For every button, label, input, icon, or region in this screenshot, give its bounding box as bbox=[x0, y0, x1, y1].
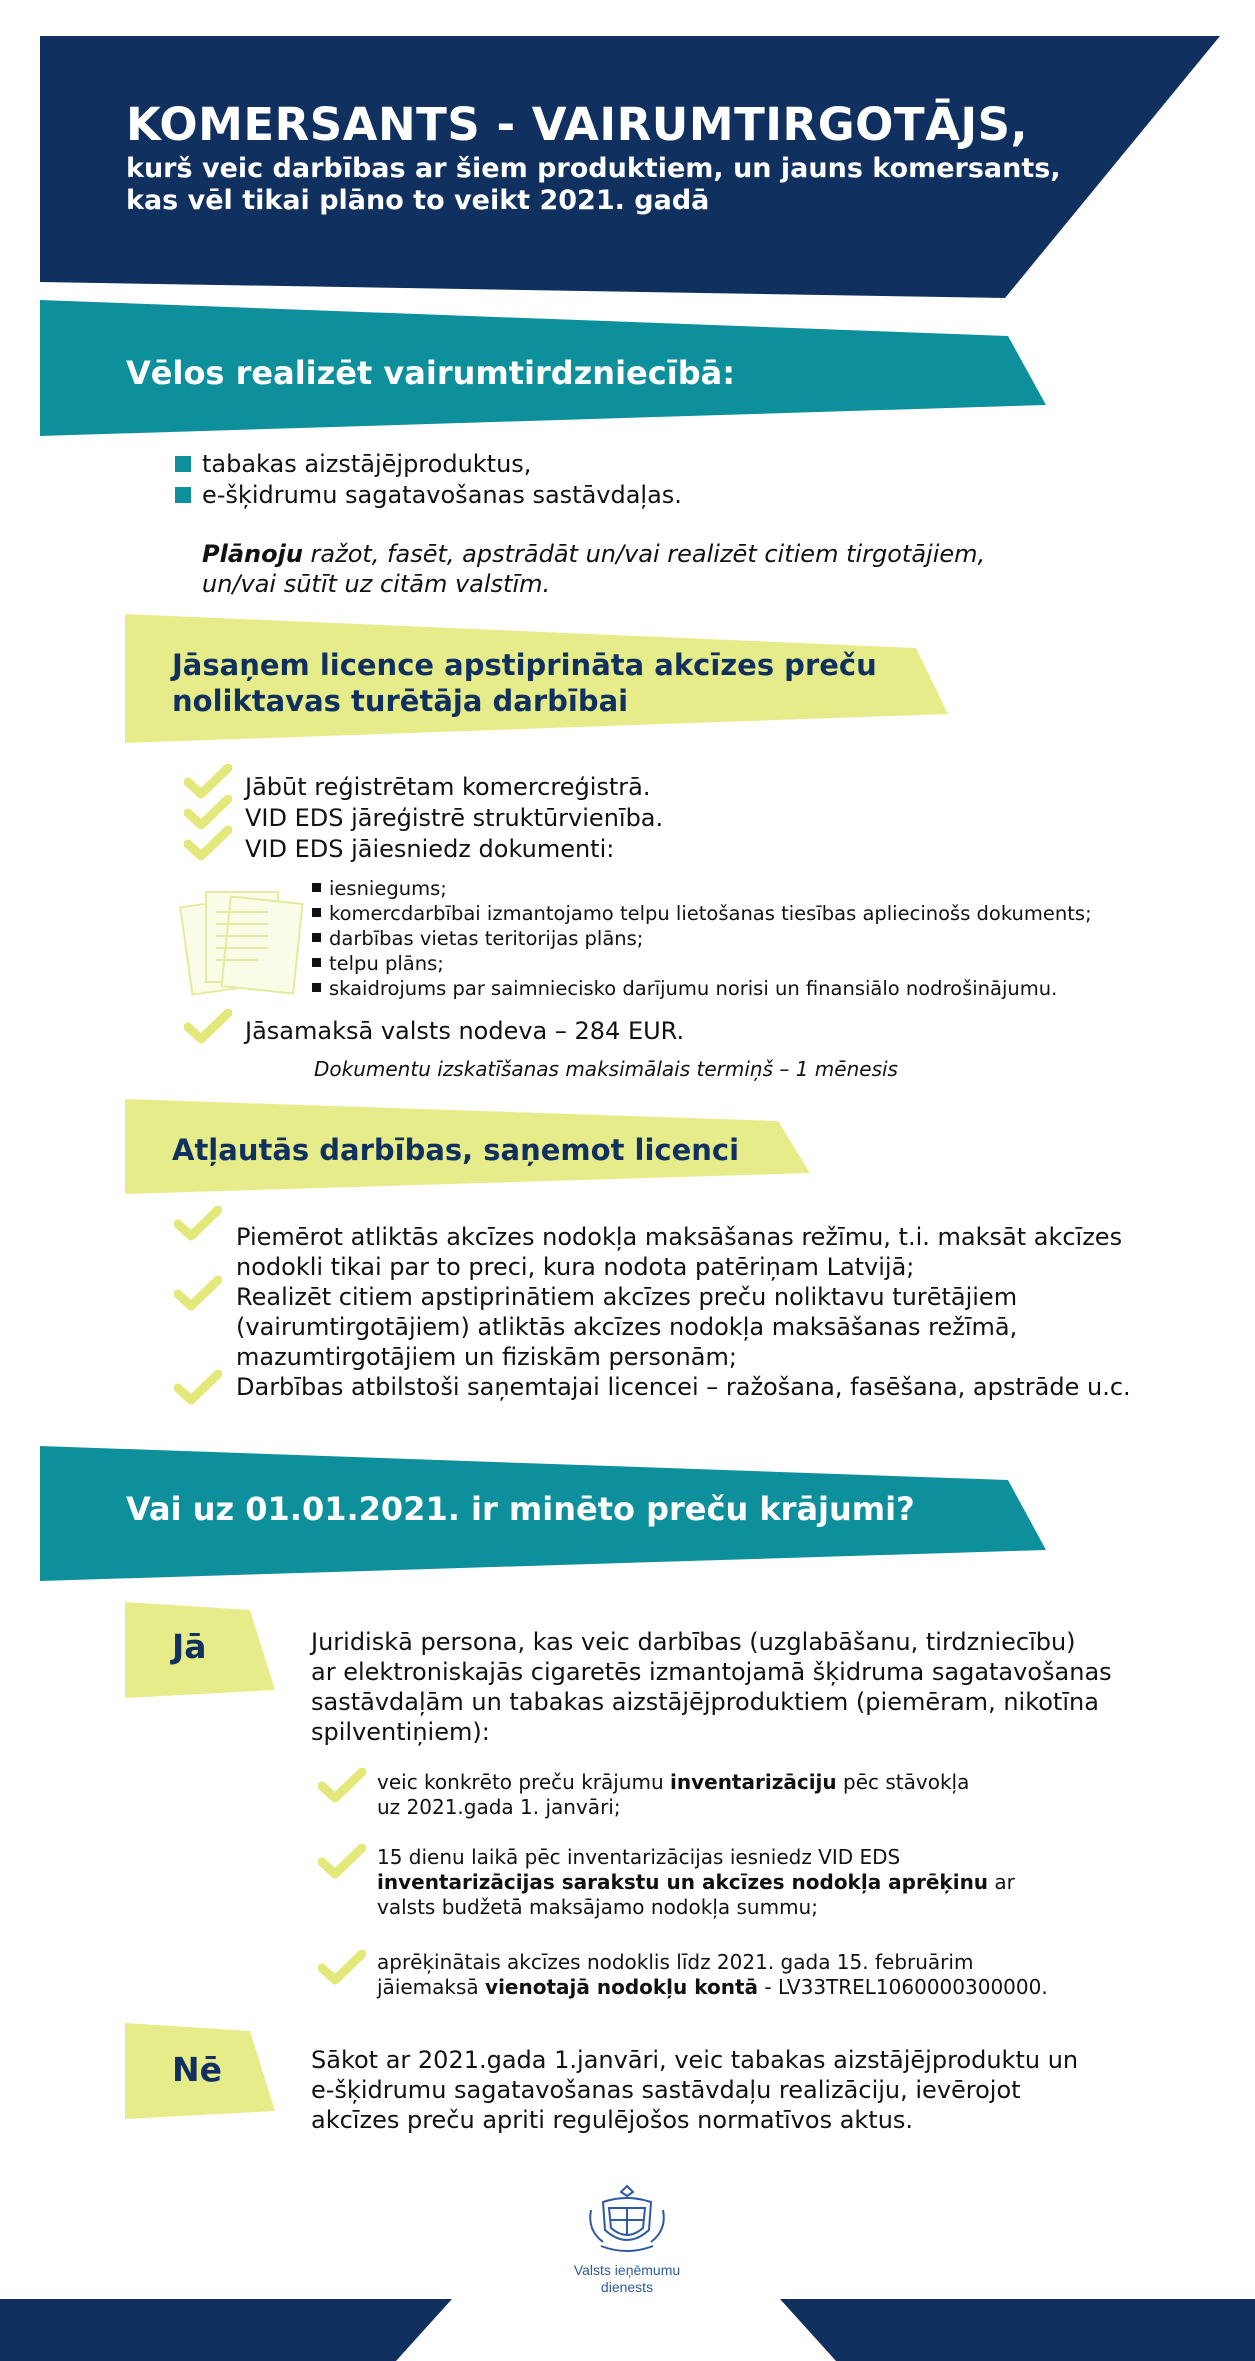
check-icon bbox=[318, 1768, 366, 1804]
no-text-line: akcīzes preču apriti regulējošos normatīvos aktus. bbox=[311, 2106, 914, 2134]
step2-line2 bbox=[377, 1870, 1015, 1895]
document-item-text: skaidrojums par saimniecisko darījumu norisi un finansiālo nodrošinājumu. bbox=[329, 977, 1058, 1000]
step2-text: ar bbox=[988, 1870, 1015, 1894]
wholesale-banner bbox=[0, 300, 1255, 440]
allowed-item1-line1: Piemērot atliktās akcīzes nodokļa maksāšanas režīmu, t.i. maksāt akcīzes bbox=[236, 1223, 1123, 1251]
check-icon bbox=[174, 1370, 222, 1406]
check-icon bbox=[174, 1206, 222, 1242]
yes-text-line: spilventiņiem): bbox=[311, 1718, 490, 1746]
stock-title: Vai uz 01.01.2021. ir minēto preču krājumi? bbox=[126, 1490, 915, 1528]
footer-bars bbox=[0, 2299, 1255, 2361]
wholesale-item: tabakas aizstājējproduktus, bbox=[202, 450, 532, 478]
step2-line1: 15 dienu laikā pēc inventarizācijas iesniedz VID EDS bbox=[377, 1845, 901, 1869]
step1-bold: inventarizāciju bbox=[670, 1770, 837, 1794]
document-item bbox=[312, 951, 1092, 976]
square-bullet-icon bbox=[312, 983, 321, 992]
step3-text: jāiemaksā bbox=[377, 1975, 486, 1999]
check-icon bbox=[318, 1844, 366, 1880]
allowed-item1-line2: nodokli tikai par to preci, kura nodota patēriņam Latvijā; bbox=[236, 1253, 915, 1281]
document-item-text: komercdarbībai izmantojamo telpu lietošanas tiesības apliecinošs dokuments; bbox=[329, 902, 1092, 925]
license-check: VID EDS jāiesniedz dokumenti: bbox=[245, 835, 615, 863]
header-banner bbox=[0, 0, 1255, 310]
license-banner bbox=[0, 610, 1255, 750]
coat-of-arms-logo bbox=[583, 2180, 671, 2260]
step3-line2 bbox=[377, 1975, 1048, 2000]
logo-text bbox=[552, 2262, 702, 2296]
check-icon bbox=[174, 1276, 222, 1312]
square-bullet-icon bbox=[312, 933, 321, 942]
license-check: VID EDS jāreģistrē struktūrvienība. bbox=[245, 804, 664, 832]
page-subtitle-line2: kas vēl tikai plāno to veikt 2021. gadā bbox=[126, 185, 710, 216]
plan-line2: un/vai sūtīt uz citām valstīm. bbox=[202, 570, 551, 598]
plan-text: ražot, fasēt, apstrādāt un/vai realizēt citiem tirgotājiem, bbox=[302, 540, 986, 568]
wholesale-item: e-šķidrumu sagatavošanas sastāvdaļas. bbox=[202, 481, 682, 509]
document-item bbox=[312, 876, 1092, 901]
check-icon bbox=[184, 1009, 232, 1045]
stock-banner bbox=[0, 1440, 1255, 1585]
yes-text-line: Juridiskā persona, kas veic darbības (uzglabāšanu, tirdzniecību) bbox=[311, 1628, 1076, 1656]
state-fee: Jāsamaksā valsts nodeva – 284 EUR. bbox=[245, 1017, 685, 1045]
step1-text: veic konkrēto preču krājumu bbox=[377, 1770, 670, 1794]
step3-text: - LV33TREL1060000300000. bbox=[758, 1975, 1048, 1999]
allowed-item2-line2: (vairumtirgotājiem) atliktās akcīzes nodokļa maksāšanas režīmā, bbox=[236, 1313, 1018, 1341]
license-title-line2: noliktavas turētāja darbībai bbox=[172, 684, 629, 718]
step1-line2: uz 2021.gada 1. janvāri; bbox=[377, 1795, 621, 1819]
document-item bbox=[312, 976, 1092, 1001]
step1-text: pēc stāvokļa bbox=[836, 1770, 970, 1794]
document-item-text: iesniegums; bbox=[329, 877, 447, 900]
check-icon bbox=[318, 1950, 366, 1986]
page-title: KOMERSANTS - VAIRUMTIRGOTĀJS, bbox=[126, 98, 1029, 151]
step1-line1 bbox=[377, 1770, 969, 1795]
no-label: Nē bbox=[172, 2050, 222, 2089]
document-item-text: darbības vietas teritorijas plāns; bbox=[329, 927, 644, 950]
no-text-line: e-šķidrumu sagatavošanas sastāvdaļu realizāciju, ievērojot bbox=[311, 2076, 1021, 2104]
check-icon bbox=[184, 826, 232, 862]
no-text-line: Sākot ar 2021.gada 1.janvāri, veic tabakas aizstājējproduktu un bbox=[311, 2046, 1079, 2074]
square-bullet-icon bbox=[175, 487, 191, 503]
logo-text-line1: Valsts ieņēmumu bbox=[573, 2262, 681, 2278]
documents-list bbox=[312, 876, 1092, 1001]
license-title-line1: Jāsaņem licence apstiprināta akcīzes preču bbox=[172, 648, 877, 682]
document-item-text: telpu plāns; bbox=[329, 952, 444, 975]
plan-line1 bbox=[202, 539, 985, 569]
documents-icon bbox=[178, 880, 308, 1000]
page-subtitle-line1: kurš veic darbības ar šiem produktiem, un jauns komersants, bbox=[126, 153, 1061, 184]
review-term: Dokumentu izskatīšanas maksimālais termiņš – 1 mēnesis bbox=[314, 1057, 898, 1081]
document-item bbox=[312, 901, 1092, 926]
square-bullet-icon bbox=[312, 883, 321, 892]
yes-label: Jā bbox=[172, 1627, 207, 1666]
yes-text-line: ar elektroniskajās cigaretēs izmantojamā šķidruma sagatavošanas bbox=[311, 1658, 1112, 1686]
logo-text-line2: dienests bbox=[600, 2279, 654, 2295]
step3-bold: vienotajā nodokļu kontā bbox=[485, 1975, 759, 1999]
allowed-item2-line1: Realizēt citiem apstiprinātiem akcīzes preču noliktavu turētājiem bbox=[236, 1283, 1018, 1311]
plan-bold: Plānoju bbox=[202, 540, 303, 568]
square-bullet-icon bbox=[312, 958, 321, 967]
yes-text-line: sastāvdaļām un tabakas aizstājējproduktiem (piemēram, nikotīna bbox=[311, 1688, 1099, 1716]
square-bullet-icon bbox=[175, 456, 191, 472]
allowed-banner bbox=[0, 1095, 1255, 1205]
footer-bar-right bbox=[780, 2299, 1255, 2361]
allowed-item2-line3: mazumtirgotājiem un fiziskām personām; bbox=[236, 1343, 737, 1371]
step2-line3: valsts budžetā maksājamo nodokļa summu; bbox=[377, 1895, 818, 1919]
square-bullet-icon bbox=[312, 908, 321, 917]
allowed-item3: Darbības atbilstoši saņemtajai licencei – ražošana, fasēšana, apstrāde u.c. bbox=[236, 1373, 1131, 1401]
document-item bbox=[312, 926, 1092, 951]
allowed-title: Atļautās darbības, saņemot licenci bbox=[172, 1133, 740, 1167]
step2-bold: inventarizācijas sarakstu un akcīzes nodokļa aprēķinu bbox=[377, 1870, 989, 1894]
wholesale-title: Vēlos realizēt vairumtirdzniecībā: bbox=[126, 354, 735, 392]
footer-bar-left bbox=[0, 2299, 452, 2361]
step3-line1: aprēķinātais akcīzes nodoklis līdz 2021. gada 15. februārim bbox=[377, 1950, 974, 1974]
license-check: Jābūt reģistrētam komercreģistrā. bbox=[245, 773, 651, 801]
